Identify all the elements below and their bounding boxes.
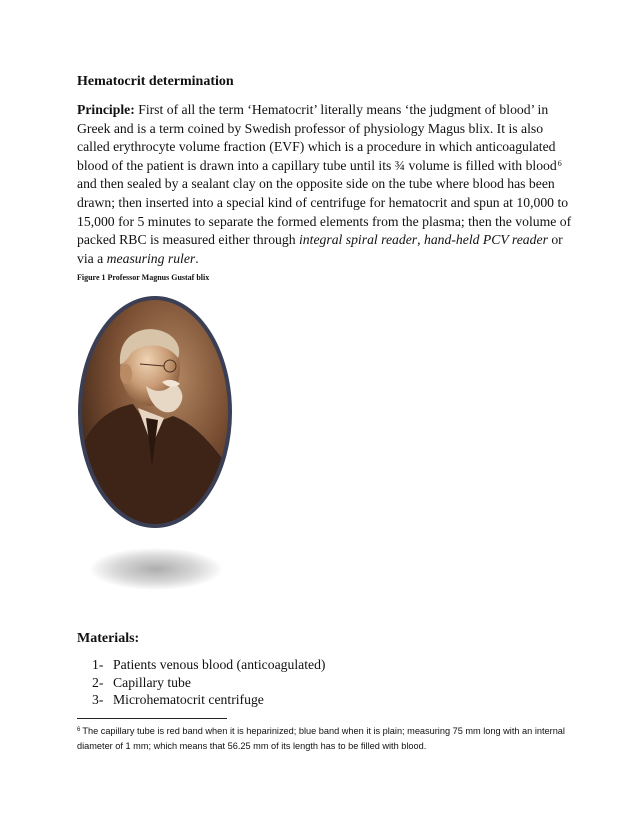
principle-text-part-2: and then sealed by a sealant clay on the opposite side on the tube where blood has been drawn; then inserted into a special kind of centrifuge for hematocrit and spun at 10,000 to 15,000 for 5 minutes to separate the formed elements from the plasma; then the volume of packed RBC is measured either through	[77, 176, 572, 248]
method-measuring-ruler: measuring ruler	[106, 250, 196, 266]
list-item-number: 2-	[92, 674, 104, 690]
method-hand-held-pcv-reader: hand-held PCV reader	[423, 232, 548, 248]
materials-heading: Materials:	[77, 631, 140, 646]
figure-caption: Figure 1 Professor Magnus Gustaf blix	[77, 273, 210, 282]
method-integral-spiral-reader: integral spiral reader	[299, 232, 418, 248]
footnote-text: The capillary tube is red band when it is heparinized; blue band when it is plain; measuring 75 mm long with an internal diameter of 1 mm; which means that 56.25 mm of its length has to be filled with blood.	[77, 726, 565, 751]
list-item-number: 3-	[92, 692, 104, 707]
list-item-text: Patients venous blood (anticoagulated)	[113, 657, 326, 672]
list-item	[92, 674, 325, 692]
section-heading: Hematocrit determination	[77, 74, 234, 89]
list-item	[92, 691, 325, 709]
portrait-image	[78, 296, 232, 528]
list-item-text: Microhematocrit centrifuge	[113, 692, 264, 707]
list-item	[92, 656, 325, 674]
principle-paragraph	[77, 101, 575, 268]
materials-list	[92, 656, 325, 709]
footnote	[77, 724, 577, 754]
list-item-text: Capillary tube	[113, 674, 191, 690]
footnote-divider	[77, 718, 227, 719]
principle-label: Principle:	[77, 102, 135, 117]
portrait-shadow	[90, 548, 222, 590]
principle-text-part-1: First of all the term ‘Hematocrit’ literally means ‘the judgment of blood’ in Greek and is a term coined by Swedish professor of physiology Magus blix. It is also called erythrocyte volume fraction (EVF) which is a procedure in which anticoagulated blood of the patient is drawn into a capillary tube until its ¾ volume is filled with blood	[77, 102, 557, 173]
portrait-photo	[78, 296, 232, 528]
footnote-reference[interactable]: 6	[557, 158, 562, 168]
footnote-number: 6	[77, 727, 81, 733]
sentence-end: .	[195, 250, 199, 266]
list-item-number: 1-	[92, 657, 104, 672]
separator-1: ,	[417, 232, 424, 248]
separator-2: or via a	[77, 232, 563, 266]
